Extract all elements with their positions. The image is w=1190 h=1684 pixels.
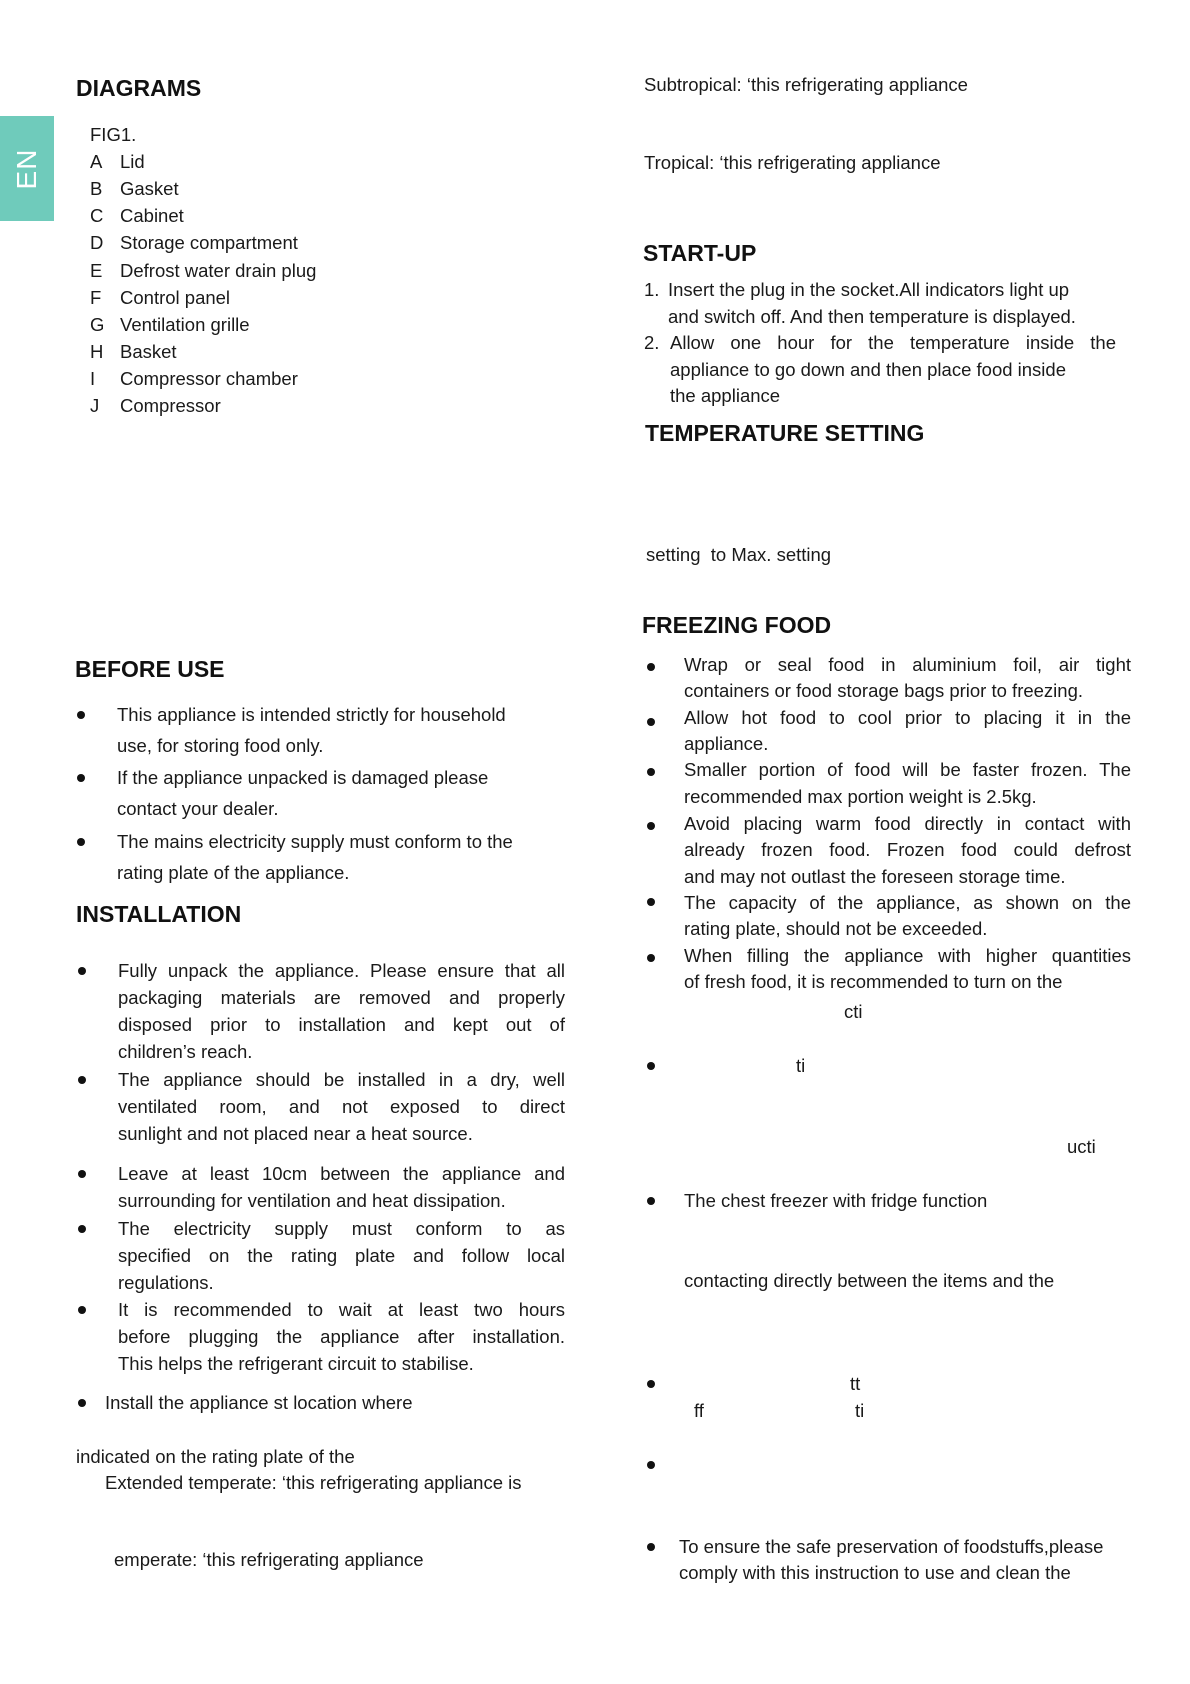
part-item bbox=[90, 204, 184, 228]
list-line: already frozen food. Frozen food could defrost bbox=[684, 839, 1131, 860]
text-fragment: cti bbox=[844, 1001, 863, 1022]
bullet-icon bbox=[77, 711, 85, 719]
bullet-icon bbox=[647, 663, 655, 671]
diagrams-heading: DIAGRAMS bbox=[76, 75, 202, 101]
subtropical-text: Subtropical: ‘this refrigerating appliance bbox=[644, 74, 968, 95]
bullet-icon bbox=[78, 1306, 86, 1314]
fig-label: FIG1. bbox=[90, 124, 137, 145]
bullet-icon bbox=[647, 1062, 655, 1070]
list-line: Install the appliance st location where bbox=[105, 1392, 413, 1413]
bullet-icon bbox=[647, 718, 655, 726]
bullet-icon bbox=[78, 967, 86, 975]
part-item bbox=[90, 231, 298, 255]
bullet-icon bbox=[647, 1461, 655, 1469]
step-line: Insert the plug in the socket.All indicators light up bbox=[668, 279, 1070, 300]
step-line: Allow one hour for the temperature inside the bbox=[670, 332, 1116, 353]
part-letter: G bbox=[90, 314, 105, 335]
text-fragment: ti bbox=[796, 1055, 806, 1076]
tropical-text: Tropical: ‘this refrigerating appliance bbox=[644, 152, 941, 173]
list-line: and may not outlast the foreseen storage time. bbox=[684, 866, 1066, 887]
list-line: Leave at least 10cm between the appliance and bbox=[118, 1163, 565, 1184]
text-fragment: ti bbox=[855, 1400, 865, 1421]
list-line: The electricity supply must conform to as bbox=[118, 1218, 565, 1239]
list-line: use, for storing food only. bbox=[117, 735, 324, 756]
list-line: This appliance is intended strictly for household bbox=[117, 704, 506, 725]
part-item bbox=[90, 340, 177, 364]
list-line: If the appliance unpacked is damaged please bbox=[117, 767, 489, 788]
startup-heading: START-UP bbox=[643, 240, 757, 266]
part-label: Defrost water drain plug bbox=[120, 260, 317, 281]
bullet-icon bbox=[77, 774, 85, 782]
list-line: ventilated room, and not exposed to direct bbox=[118, 1096, 565, 1117]
list-line: It is recommended to wait at least two hours bbox=[118, 1299, 565, 1320]
language-tab bbox=[0, 116, 54, 221]
bullet-icon bbox=[78, 1076, 86, 1084]
part-label: Compressor bbox=[120, 395, 221, 416]
part-letter: J bbox=[90, 395, 100, 416]
list-line: Avoid placing warm food directly in contact with bbox=[684, 813, 1131, 834]
part-letter: I bbox=[90, 368, 96, 389]
part-letter: B bbox=[90, 178, 103, 199]
bullet-icon bbox=[647, 898, 655, 906]
step-number: 2. bbox=[644, 332, 660, 353]
text-line: Extended temperate: ‘this refrigerating appliance is bbox=[105, 1472, 522, 1493]
list-line: Allow hot food to cool prior to placing it in the bbox=[684, 707, 1131, 728]
bullet-icon bbox=[78, 1225, 86, 1233]
list-line: This helps the refrigerant circuit to stabilise. bbox=[118, 1353, 474, 1374]
part-label: Control panel bbox=[120, 287, 231, 308]
temperature-setting-heading: TEMPERATURE SETTING bbox=[645, 420, 925, 446]
part-label: Ventilation grille bbox=[120, 314, 250, 335]
list-line: When filling the appliance with higher quantities bbox=[684, 945, 1131, 966]
bullet-icon bbox=[647, 768, 655, 776]
bullet-icon bbox=[647, 822, 655, 830]
language-label: EN bbox=[11, 148, 42, 189]
part-item bbox=[90, 150, 145, 174]
step-line: the appliance bbox=[670, 385, 781, 406]
bullet-icon bbox=[78, 1170, 86, 1178]
list-line: appliance. bbox=[684, 733, 769, 754]
bullet-icon bbox=[647, 954, 655, 962]
part-item bbox=[90, 313, 250, 337]
list-line: The chest freezer with fridge function bbox=[684, 1190, 988, 1211]
list-line: before plugging the appliance after installation. bbox=[118, 1326, 565, 1347]
list-line: sunlight and not placed near a heat source. bbox=[118, 1123, 473, 1144]
list-line: The capacity of the appliance, as shown on the bbox=[684, 892, 1131, 913]
part-item bbox=[90, 259, 316, 283]
list-line: Wrap or seal food in aluminium foil, air tight bbox=[684, 654, 1131, 675]
part-label: Storage compartment bbox=[120, 232, 298, 253]
text-fragment: ucti bbox=[1067, 1136, 1096, 1157]
bullet-icon bbox=[647, 1543, 655, 1551]
freezing-heading: FREEZING FOOD bbox=[642, 612, 832, 638]
step-number: 1. bbox=[644, 279, 660, 300]
part-letter: A bbox=[90, 151, 103, 172]
list-line: disposed prior to installation and kept out of bbox=[118, 1014, 565, 1035]
list-line: The appliance should be installed in a dry, well bbox=[118, 1069, 565, 1090]
bullet-icon bbox=[647, 1197, 655, 1205]
part-letter: E bbox=[90, 260, 103, 281]
list-line: Smaller portion of food will be faster frozen. The bbox=[684, 759, 1131, 780]
bullet-icon bbox=[647, 1380, 655, 1388]
list-line: rating plate of the appliance. bbox=[117, 862, 350, 883]
part-item bbox=[90, 367, 298, 391]
list-line: The mains electricity supply must conform to the bbox=[117, 831, 513, 852]
list-line: contact your dealer. bbox=[117, 798, 279, 819]
part-item bbox=[90, 177, 179, 201]
list-line: recommended max portion weight is 2.5kg. bbox=[684, 786, 1037, 807]
text-line: setting to Max. setting bbox=[646, 544, 832, 565]
installation-heading: INSTALLATION bbox=[76, 901, 242, 927]
list-line: specified on the rating plate and follow local bbox=[118, 1245, 565, 1266]
bullet-icon bbox=[78, 1399, 86, 1407]
step-line: and switch off. And then temperature is displayed. bbox=[668, 306, 1076, 327]
text-fragment: tt bbox=[850, 1373, 861, 1394]
part-letter: D bbox=[90, 232, 104, 253]
list-line: packaging materials are removed and properly bbox=[118, 987, 565, 1008]
text-line: indicated on the rating plate of the bbox=[76, 1446, 355, 1467]
part-label: Basket bbox=[120, 341, 177, 362]
list-line: containers or food storage bags prior to freezing. bbox=[684, 680, 1084, 701]
step-line: appliance to go down and then place food inside bbox=[670, 359, 1066, 380]
list-line: contacting directly between the items and the bbox=[684, 1270, 1055, 1291]
list-line: comply with this instruction to use and clean the bbox=[679, 1562, 1071, 1583]
list-line: of fresh food, it is recommended to turn on the bbox=[684, 971, 1063, 992]
part-label: Compressor chamber bbox=[120, 368, 298, 389]
list-line: To ensure the safe preservation of foodstuffs,please bbox=[679, 1536, 1104, 1557]
list-line: children’s reach. bbox=[118, 1041, 253, 1062]
list-line: surrounding for ventilation and heat dissipation. bbox=[118, 1190, 506, 1211]
part-label: Gasket bbox=[120, 178, 179, 199]
bullet-icon bbox=[77, 838, 85, 846]
before-use-heading: BEFORE USE bbox=[75, 656, 225, 682]
part-letter: F bbox=[90, 287, 102, 308]
list-line: Fully unpack the appliance. Please ensure that all bbox=[118, 960, 565, 981]
text-line: emperate: ‘this refrigerating appliance bbox=[114, 1549, 424, 1570]
part-label: Cabinet bbox=[120, 205, 184, 226]
part-item bbox=[90, 394, 221, 418]
part-letter: C bbox=[90, 205, 104, 226]
part-item bbox=[90, 286, 230, 310]
part-letter: H bbox=[90, 341, 104, 362]
list-line: rating plate, should not be exceeded. bbox=[684, 918, 988, 939]
list-line: regulations. bbox=[118, 1272, 214, 1293]
part-label: Lid bbox=[120, 151, 145, 172]
text-fragment: ff bbox=[694, 1400, 704, 1421]
